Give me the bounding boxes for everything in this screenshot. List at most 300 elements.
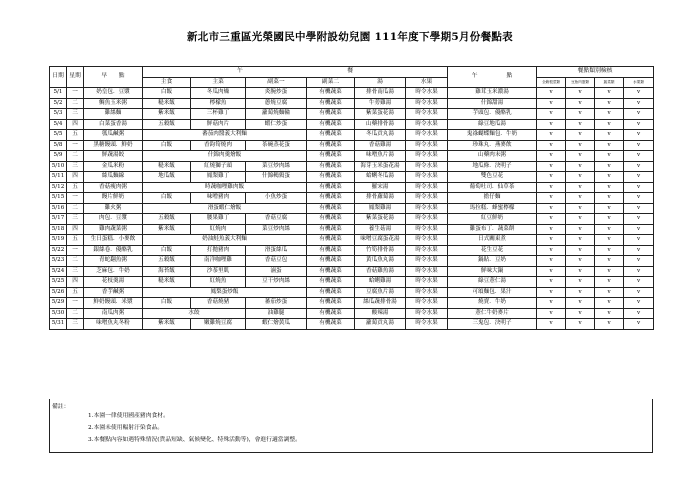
cell-side2: 有機蔬菜 bbox=[307, 151, 355, 162]
cell-side1: 什錦鵪鶉蛋 bbox=[246, 172, 307, 183]
cell-fruit: 時令水果 bbox=[406, 98, 448, 109]
cell-main: 沙茶里肌 bbox=[191, 266, 246, 277]
cell-side2: 有機蔬菜 bbox=[307, 98, 355, 109]
cell-check-mark: v bbox=[566, 319, 595, 330]
cell-fruit: 時令水果 bbox=[406, 266, 448, 277]
cell-soup: 蛤蜊冬瓜湯 bbox=[355, 172, 406, 183]
cell-side2: 有機蔬菜 bbox=[307, 308, 355, 319]
cell-staple: 紫米飯 bbox=[143, 224, 191, 235]
cell-staple: 糙米飯 bbox=[143, 277, 191, 288]
cell-fruit: 時令水果 bbox=[406, 161, 448, 172]
cell-soup: 排骨蘿蔔湯 bbox=[355, 193, 406, 204]
header-side1: 副菜一 bbox=[246, 77, 307, 88]
cell-weekday: 二 bbox=[67, 98, 84, 109]
cell-date: 5/30 bbox=[50, 308, 67, 319]
cell-morning-snack: 饅片鮮奶 bbox=[84, 193, 143, 204]
cell-soup: 竹筍排骨湯 bbox=[355, 245, 406, 256]
table-row bbox=[50, 235, 654, 246]
cell-fruit: 時令水果 bbox=[406, 130, 448, 141]
cell-check-mark: v bbox=[566, 308, 595, 319]
cell-afternoon-snack: 雞茸玉米濃湯 bbox=[448, 88, 537, 99]
cell-afternoon-snack: 花生豆花 bbox=[448, 245, 537, 256]
cell-morning-snack: 芝麻包．牛奶 bbox=[84, 266, 143, 277]
cell-check-mark: v bbox=[624, 319, 654, 330]
cell-check-mark: v bbox=[624, 88, 654, 99]
table-row bbox=[50, 193, 654, 204]
cell-date: 5/10 bbox=[50, 161, 67, 172]
meal-table bbox=[49, 66, 654, 330]
cell-morning-snack: 黑糖饅頭．鮮奶 bbox=[84, 140, 143, 151]
cell-weekday: 四 bbox=[67, 277, 84, 288]
cell-check-mark: v bbox=[595, 277, 624, 288]
cell-side2: 有機蔬菜 bbox=[307, 182, 355, 193]
cell-check-mark: v bbox=[566, 235, 595, 246]
cell-check-mark: v bbox=[566, 266, 595, 277]
cell-date: 5/17 bbox=[50, 214, 67, 225]
cell-weekday: 一 bbox=[67, 193, 84, 204]
cell-fruit: 時令水果 bbox=[406, 151, 448, 162]
cell-afternoon-snack: 馬拉糕．蜂蜜檸檬 bbox=[448, 203, 537, 214]
header-check-fruit: 水果類 bbox=[624, 77, 654, 88]
cell-check-mark: v bbox=[595, 224, 624, 235]
cell-check-mark: v bbox=[595, 98, 624, 109]
cell-check-mark: v bbox=[566, 130, 595, 141]
cell-weekday: 五 bbox=[67, 235, 84, 246]
cell-check-mark: v bbox=[537, 224, 566, 235]
cell-check-mark: v bbox=[624, 256, 654, 267]
cell-afternoon-snack: 雙色豆花 bbox=[448, 172, 537, 183]
cell-morning-snack: 雞肉蔬菜粥 bbox=[84, 224, 143, 235]
cell-afternoon-snack: 什錦甜湯 bbox=[448, 98, 537, 109]
cell-check-mark: v bbox=[566, 119, 595, 130]
cell-check-mark: v bbox=[624, 151, 654, 162]
cell-check-mark: v bbox=[624, 203, 654, 214]
cell-check-mark: v bbox=[566, 193, 595, 204]
cell-weekday: 四 bbox=[67, 172, 84, 183]
cell-weekday: 二 bbox=[67, 151, 84, 162]
table-row bbox=[50, 182, 654, 193]
cell-afternoon-snack: 綠豆地瓜湯 bbox=[448, 119, 537, 130]
cell-check-mark: v bbox=[537, 109, 566, 120]
header-fruit: 水果 bbox=[406, 77, 448, 88]
cell-date: 5/4 bbox=[50, 119, 67, 130]
cell-soup: 紫菜蛋花湯 bbox=[355, 214, 406, 225]
cell-check-mark: v bbox=[566, 109, 595, 120]
cell-date: 5/11 bbox=[50, 172, 67, 183]
cell-soup: 蛤蜊雞湯 bbox=[355, 277, 406, 288]
cell-fruit: 時令水果 bbox=[406, 277, 448, 288]
cell-afternoon-snack: 地瓜條．決明子 bbox=[448, 161, 537, 172]
cell-side2: 有機蔬菜 bbox=[307, 319, 355, 330]
cell-weekday: 一 bbox=[67, 245, 84, 256]
cell-weekday: 三 bbox=[67, 214, 84, 225]
cell-side2: 有機蔬菜 bbox=[307, 266, 355, 277]
cell-weekday: 三 bbox=[67, 266, 84, 277]
cell-fruit: 時令水果 bbox=[406, 193, 448, 204]
cell-check-mark: v bbox=[595, 308, 624, 319]
cell-main: 嫩雞燒豆腐 bbox=[191, 319, 246, 330]
cell-staple: 糙米飯 bbox=[143, 98, 191, 109]
cell-check-mark: v bbox=[595, 235, 624, 246]
cell-check-mark: v bbox=[566, 151, 595, 162]
cell-main: 紅燒肉 bbox=[191, 224, 246, 235]
cell-afternoon-snack: 三鬼包．決明子 bbox=[448, 319, 537, 330]
cell-morning-snack: 雞絲麵 bbox=[84, 109, 143, 120]
cell-check-mark: v bbox=[624, 172, 654, 183]
cell-main: 冬瓜肉燥 bbox=[191, 88, 246, 99]
cell-morning-snack: 鮮蔬湯餃 bbox=[84, 151, 143, 162]
cell-check-mark: v bbox=[624, 224, 654, 235]
cell-afternoon-snack: 日式關東煮 bbox=[448, 235, 537, 246]
cell-main: 鳳梨雞丁 bbox=[191, 172, 246, 183]
cell-fruit: 時令水果 bbox=[406, 182, 448, 193]
note-line: 2.本園未使用輻射汙染食品。 bbox=[88, 425, 164, 431]
cell-fruit: 時令水果 bbox=[406, 319, 448, 330]
cell-date: 5/1 bbox=[50, 88, 67, 99]
header-check-group: 餐點類別檢核 bbox=[537, 67, 654, 78]
cell-check-mark: v bbox=[566, 298, 595, 309]
cell-side1: 香菇豆包 bbox=[246, 256, 307, 267]
cell-side2: 有機蔬菜 bbox=[307, 277, 355, 288]
cell-check-mark: v bbox=[595, 298, 624, 309]
header-check-grains: 全穀根莖類 bbox=[537, 77, 566, 88]
table-row bbox=[50, 98, 654, 109]
cell-weekday: 四 bbox=[67, 119, 84, 130]
cell-lunch-staple-main: 水餃 bbox=[143, 308, 246, 319]
header-check-protein: 豆魚肉蛋類 bbox=[566, 77, 595, 88]
cell-check-mark: v bbox=[595, 214, 624, 225]
cell-main: 鮮菇肉片 bbox=[191, 119, 246, 130]
cell-check-mark: v bbox=[624, 287, 654, 298]
cell-staple: 地瓜飯 bbox=[143, 172, 191, 183]
cell-side1: 油雞腿 bbox=[246, 308, 307, 319]
cell-date: 5/2 bbox=[50, 98, 67, 109]
cell-date: 5/18 bbox=[50, 224, 67, 235]
cell-soup: 牛蒡雞湯 bbox=[355, 98, 406, 109]
cell-weekday: 一 bbox=[67, 298, 84, 309]
cell-check-mark: v bbox=[624, 109, 654, 120]
cell-lunch-combined: 時蔬咖哩雞肉飯 bbox=[143, 182, 307, 193]
cell-check-mark: v bbox=[537, 193, 566, 204]
cell-afternoon-snack: 薏仁牛奶麥片 bbox=[448, 308, 537, 319]
cell-check-mark: v bbox=[537, 151, 566, 162]
cell-weekday: 五 bbox=[67, 182, 84, 193]
cell-side2: 有機蔬菜 bbox=[307, 235, 355, 246]
cell-side1: 蝦仁燴黃瓜 bbox=[246, 319, 307, 330]
cell-weekday: 五 bbox=[67, 287, 84, 298]
cell-side2: 有機蔬菜 bbox=[307, 161, 355, 172]
cell-staple: 五穀飯 bbox=[143, 214, 191, 225]
cell-check-mark: v bbox=[566, 182, 595, 193]
cell-side2: 有機蔬菜 bbox=[307, 172, 355, 183]
cell-staple: 白飯 bbox=[143, 193, 191, 204]
cell-afternoon-snack: 鍋貼．豆奶 bbox=[448, 256, 537, 267]
cell-side1: 滑蛋絲瓜 bbox=[246, 245, 307, 256]
cell-morning-snack: 味噌魚丸冬粉 bbox=[84, 319, 143, 330]
cell-check-mark: v bbox=[624, 245, 654, 256]
cell-check-mark: v bbox=[624, 277, 654, 288]
cell-check-mark: v bbox=[566, 277, 595, 288]
table-row bbox=[50, 119, 654, 130]
cell-soup: 排骨南瓜湯 bbox=[355, 88, 406, 99]
cell-main: 味噌豬肉 bbox=[191, 193, 246, 204]
note-line: 1.本園一律使用國產豬肉食材。 bbox=[88, 413, 169, 419]
cell-weekday: 二 bbox=[67, 308, 84, 319]
cell-check-mark: v bbox=[624, 140, 654, 151]
cell-morning-snack: 雞火粥 bbox=[84, 203, 143, 214]
cell-fruit: 時令水果 bbox=[406, 214, 448, 225]
cell-main: 腰果雞丁 bbox=[191, 214, 246, 225]
cell-side1: 蝦仁炒蛋 bbox=[246, 119, 307, 130]
cell-afternoon-snack: 芋頭包．優酪乳 bbox=[448, 109, 537, 120]
cell-staple: 海苔飯 bbox=[143, 266, 191, 277]
cell-morning-snack: 花枝羹湯 bbox=[84, 277, 143, 288]
cell-main: 香鈞筍燒肉 bbox=[191, 140, 246, 151]
cell-check-mark: v bbox=[595, 245, 624, 256]
cell-side2: 有機蔬菜 bbox=[307, 109, 355, 120]
cell-soup: 味噌豆腐蛋花湯 bbox=[355, 235, 406, 246]
cell-check-mark: v bbox=[537, 88, 566, 99]
cell-afternoon-snack: 鮮味大鍋 bbox=[448, 266, 537, 277]
cell-date: 5/12 bbox=[50, 182, 67, 193]
cell-weekday: 三 bbox=[67, 109, 84, 120]
cell-check-mark: v bbox=[537, 287, 566, 298]
table-row bbox=[50, 308, 654, 319]
cell-date: 5/29 bbox=[50, 298, 67, 309]
cell-morning-snack: 金瓜米粉 bbox=[84, 161, 143, 172]
cell-date: 5/16 bbox=[50, 203, 67, 214]
cell-side1: 菜豆炒肉絲 bbox=[246, 161, 307, 172]
cell-check-mark: v bbox=[595, 256, 624, 267]
cell-fruit: 時令水果 bbox=[406, 298, 448, 309]
table-row bbox=[50, 130, 654, 141]
cell-staple: 白飯 bbox=[143, 298, 191, 309]
cell-afternoon-snack: 珍珠丸．燕麥飲 bbox=[448, 140, 537, 151]
cell-side2: 有機蔬菜 bbox=[307, 214, 355, 225]
cell-fruit: 時令水果 bbox=[406, 203, 448, 214]
cell-main: 打拋豬肉 bbox=[191, 245, 246, 256]
cell-morning-snack: 南瓜肉粥 bbox=[84, 308, 143, 319]
cell-check-mark: v bbox=[537, 277, 566, 288]
cell-check-mark: v bbox=[566, 214, 595, 225]
cell-check-mark: v bbox=[595, 203, 624, 214]
cell-check-mark: v bbox=[537, 266, 566, 277]
table-row bbox=[50, 88, 654, 99]
cell-check-mark: v bbox=[624, 308, 654, 319]
table-row bbox=[50, 277, 654, 288]
cell-check-mark: v bbox=[537, 161, 566, 172]
cell-staple: 紫米飯 bbox=[143, 109, 191, 120]
cell-check-mark: v bbox=[595, 287, 624, 298]
cell-soup: 海芽玉米蛋花湯 bbox=[355, 161, 406, 172]
cell-morning-snack: 白菜蛋香湯 bbox=[84, 119, 143, 130]
header-afternoon-snack: 午 點 bbox=[448, 67, 537, 88]
cell-soup: 紫菜蛋花湯 bbox=[355, 109, 406, 120]
cell-check-mark: v bbox=[595, 193, 624, 204]
cell-check-mark: v bbox=[595, 151, 624, 162]
header-morning-snack: 早 點 bbox=[84, 67, 143, 88]
cell-date: 5/22 bbox=[50, 245, 67, 256]
cell-soup: 絲瓜蔬排骨湯 bbox=[355, 298, 406, 309]
cell-fruit: 時令水果 bbox=[406, 256, 448, 267]
cell-date: 5/31 bbox=[50, 319, 67, 330]
cell-fruit: 時令水果 bbox=[406, 287, 448, 298]
cell-check-mark: v bbox=[595, 182, 624, 193]
cell-check-mark: v bbox=[595, 130, 624, 141]
cell-side1: 蕃茄炒蛋 bbox=[246, 298, 307, 309]
header-lunch: 午 餐 bbox=[143, 67, 448, 78]
cell-date: 5/26 bbox=[50, 287, 67, 298]
cell-morning-snack: 香芋鹹粥 bbox=[84, 287, 143, 298]
cell-afternoon-snack: 紅豆鮮奶 bbox=[448, 214, 537, 225]
cell-side2: 有機蔬菜 bbox=[307, 245, 355, 256]
notes-label: 備註： bbox=[52, 404, 70, 410]
cell-check-mark: v bbox=[537, 119, 566, 130]
cell-date: 5/9 bbox=[50, 151, 67, 162]
cell-check-mark: v bbox=[595, 266, 624, 277]
cell-date: 5/24 bbox=[50, 266, 67, 277]
header-date: 日期 bbox=[50, 67, 67, 88]
cell-date: 5/23 bbox=[50, 256, 67, 267]
cell-afternoon-snack: 葡萄吐司．仙草茶 bbox=[448, 182, 537, 193]
cell-check-mark: v bbox=[566, 224, 595, 235]
cell-soup: 山藥排骨湯 bbox=[355, 119, 406, 130]
cell-afternoon-snack: 可頌麵包．果汁 bbox=[448, 287, 537, 298]
cell-fruit: 時令水果 bbox=[406, 235, 448, 246]
cell-soup: 香菇雞魚湯 bbox=[355, 266, 406, 277]
cell-check-mark: v bbox=[537, 98, 566, 109]
cell-fruit: 時令水果 bbox=[406, 88, 448, 99]
cell-staple: 白飯 bbox=[143, 140, 191, 151]
cell-date: 5/8 bbox=[50, 140, 67, 151]
cell-soup: 酸辣湯 bbox=[355, 308, 406, 319]
cell-side1: 香菇豆腐 bbox=[246, 214, 307, 225]
table-row bbox=[50, 245, 654, 256]
cell-check-mark: v bbox=[566, 98, 595, 109]
cell-morning-snack: 銀絲卷．優酪乳 bbox=[84, 245, 143, 256]
cell-staple: 白飯 bbox=[143, 88, 191, 99]
cell-side1: 豆干炒肉絲 bbox=[246, 277, 307, 288]
cell-main: 紅燒獅子頭 bbox=[191, 161, 246, 172]
cell-morning-snack: 鯛魚玉米粥 bbox=[84, 98, 143, 109]
cell-check-mark: v bbox=[566, 140, 595, 151]
cell-fruit: 時令水果 bbox=[406, 224, 448, 235]
cell-side2: 有機蔬菜 bbox=[307, 203, 355, 214]
cell-check-mark: v bbox=[624, 193, 654, 204]
cell-check-mark: v bbox=[566, 256, 595, 267]
cell-check-mark: v bbox=[624, 235, 654, 246]
cell-staple: 糙米飯 bbox=[143, 161, 191, 172]
cell-lunch-combined: 什錦肉羹燴飯 bbox=[143, 151, 307, 162]
cell-staple: 五穀飯 bbox=[143, 119, 191, 130]
cell-check-mark: v bbox=[537, 130, 566, 141]
cell-check-mark: v bbox=[566, 245, 595, 256]
cell-check-mark: v bbox=[595, 319, 624, 330]
cell-check-mark: v bbox=[537, 140, 566, 151]
cell-date: 5/5 bbox=[50, 130, 67, 141]
cell-check-mark: v bbox=[624, 161, 654, 172]
cell-check-mark: v bbox=[624, 130, 654, 141]
cell-soup: 黃瓜魚丸湯 bbox=[355, 256, 406, 267]
cell-check-mark: v bbox=[566, 203, 595, 214]
cell-weekday: 二 bbox=[67, 203, 84, 214]
cell-staple: 五穀飯 bbox=[143, 256, 191, 267]
cell-side1: 小魚炒蛋 bbox=[246, 193, 307, 204]
cell-soup: 養生菇湯 bbox=[355, 224, 406, 235]
cell-side1: 茶碗蒸花蛋 bbox=[246, 140, 307, 151]
cell-weekday: 三 bbox=[67, 319, 84, 330]
cell-side2: 有機蔬菜 bbox=[307, 119, 355, 130]
cell-fruit: 時令水果 bbox=[406, 109, 448, 120]
cell-weekday: 四 bbox=[67, 224, 84, 235]
cell-soup: 鳳梨雞湯 bbox=[355, 203, 406, 214]
table-row bbox=[50, 172, 654, 183]
cell-weekday: 二 bbox=[67, 256, 84, 267]
cell-side1: 炎腕炒蛋 bbox=[246, 88, 307, 99]
cell-soup: 香菇雞湯 bbox=[355, 140, 406, 151]
cell-morning-snack: 奶皇包．豆漿 bbox=[84, 88, 143, 99]
header-main: 主菜 bbox=[191, 77, 246, 88]
cell-check-mark: v bbox=[537, 203, 566, 214]
cell-lunch-combined: 鳳梨蛋炒飯 bbox=[143, 287, 307, 298]
cell-check-mark: v bbox=[537, 256, 566, 267]
cell-morning-snack: 香菇瘦肉粥 bbox=[84, 182, 143, 193]
cell-afternoon-snack: 雞蛋布丁．蔬菜餅 bbox=[448, 224, 537, 235]
cell-check-mark: v bbox=[537, 172, 566, 183]
cell-check-mark: v bbox=[624, 119, 654, 130]
cell-soup: 豆腐魚片湯 bbox=[355, 287, 406, 298]
cell-check-mark: v bbox=[595, 172, 624, 183]
cell-main: 香菇燒豬 bbox=[191, 298, 246, 309]
cell-soup: 味噌魚片湯 bbox=[355, 151, 406, 162]
cell-lunch-combined: 滑蛋蝦仁燴飯 bbox=[143, 203, 307, 214]
cell-main: 檸檬魚 bbox=[191, 98, 246, 109]
table-row bbox=[50, 151, 654, 162]
cell-check-mark: v bbox=[595, 88, 624, 99]
meal-rows bbox=[50, 88, 654, 330]
cell-check-mark: v bbox=[537, 182, 566, 193]
cell-check-mark: v bbox=[537, 298, 566, 309]
header-staple: 主食 bbox=[143, 77, 191, 88]
table-row bbox=[50, 256, 654, 267]
cell-check-mark: v bbox=[624, 98, 654, 109]
cell-afternoon-snack: 山藥肉末粥 bbox=[448, 151, 537, 162]
cell-check-mark: v bbox=[595, 119, 624, 130]
cell-weekday: 一 bbox=[67, 140, 84, 151]
cell-weekday: 一 bbox=[67, 88, 84, 99]
cell-side2: 有機蔬菜 bbox=[307, 193, 355, 204]
cell-main: 紅燒魚 bbox=[191, 277, 246, 288]
table-row bbox=[50, 298, 654, 309]
cell-fruit: 時令水果 bbox=[406, 245, 448, 256]
cell-staple: 紫米飯 bbox=[143, 319, 191, 330]
table-row bbox=[50, 140, 654, 151]
cell-morning-snack: 生日蛋糕．小麥飲 bbox=[84, 235, 143, 246]
cell-morning-snack: 肉包．豆漿 bbox=[84, 214, 143, 225]
cell-side2: 有機蔬菜 bbox=[307, 130, 355, 141]
cell-check-mark: v bbox=[566, 88, 595, 99]
cell-side2: 有機蔬菜 bbox=[307, 140, 355, 151]
table-row bbox=[50, 203, 654, 214]
cell-check-mark: v bbox=[624, 214, 654, 225]
cell-check-mark: v bbox=[566, 161, 595, 172]
cell-check-mark: v bbox=[624, 298, 654, 309]
cell-morning-snack: 鮮奶饅頭．米漿 bbox=[84, 298, 143, 309]
cell-check-mark: v bbox=[624, 266, 654, 277]
cell-main: 南洋咖哩雞 bbox=[191, 256, 246, 267]
cell-lunch-combined: 奶油鮭魚義大利麵 bbox=[143, 235, 307, 246]
cell-fruit: 時令水果 bbox=[406, 140, 448, 151]
